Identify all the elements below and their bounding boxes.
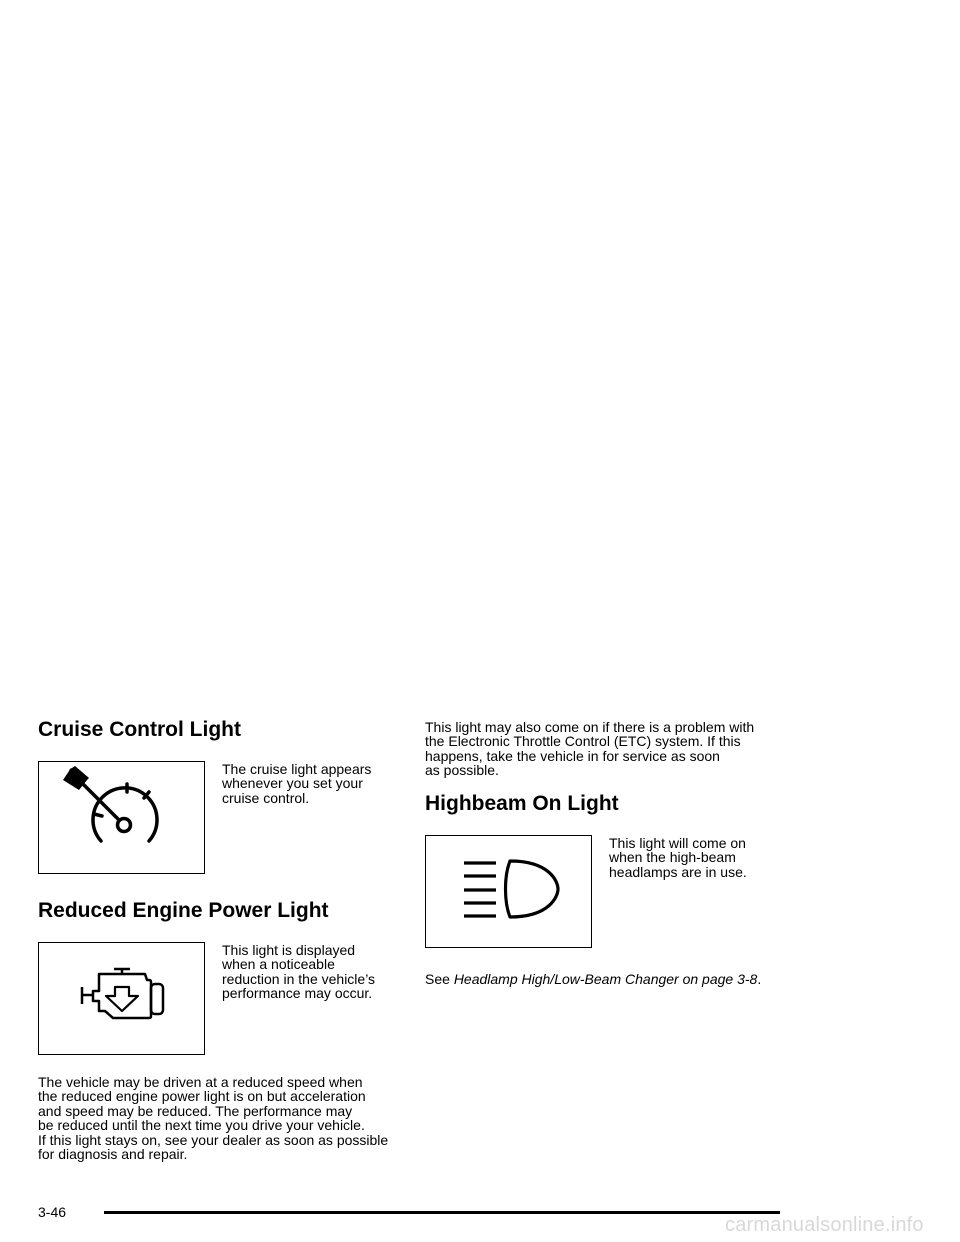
text-line: reduction in the vehicle’s: [222, 970, 376, 987]
text-line: happens, take the vehicle in for service as soon: [425, 747, 720, 764]
reduced-engine-power-icon: [39, 943, 206, 1056]
highbeam-icon: [426, 836, 593, 949]
cruise-control-heading: Cruise Control Light: [38, 718, 241, 741]
watermark: carmanualsonline.info: [725, 1214, 924, 1236]
cruise-control-description: [222, 762, 371, 805]
text-line: whenever you set your: [222, 775, 363, 792]
highbeam-see-reference: [425, 972, 761, 986]
text-line: as possible.: [425, 762, 499, 779]
etc-intro-paragraph: [425, 720, 754, 778]
highbeam-heading: Highbeam On Light: [425, 792, 619, 815]
cruise-control-icon-frame: [38, 761, 205, 874]
text-line: This light will come on: [609, 835, 746, 851]
reduced-engine-power-heading: Reduced Engine Power Light: [38, 899, 329, 922]
text-line: This light is displayed: [222, 942, 356, 958]
text-line: the reduced engine power light is on but acceleration: [38, 1088, 366, 1105]
footer-rule: [104, 1211, 780, 1214]
see-prefix: See: [425, 971, 454, 987]
reduced-engine-power-body: [38, 1075, 388, 1161]
text-line: cruise control.: [222, 789, 310, 806]
reduced-engine-power-description: [222, 943, 375, 1001]
cruise-control-icon: [39, 762, 206, 875]
text-line: the Electronic Throttle Control (ETC) system. If this: [425, 733, 741, 750]
text-line: and speed may be reduced. The performance may: [38, 1102, 353, 1119]
text-line: This light may also come on if there is a problem with: [425, 719, 755, 735]
text-line: for diagnosis and repair.: [38, 1146, 188, 1163]
highbeam-description: [609, 836, 747, 879]
page-number: 3-46: [38, 1204, 67, 1220]
text-line: be reduced until the next time you drive your vehicle.: [38, 1117, 365, 1134]
text-line: headlamps are in use.: [609, 863, 747, 880]
text-line: The vehicle may be driven at a reduced speed when: [38, 1074, 363, 1090]
text-line: If this light stays on, see your dealer as soon as possible: [38, 1131, 389, 1148]
reduced-engine-power-icon-frame: [38, 942, 205, 1055]
text-line: when the high-beam: [609, 849, 736, 866]
highbeam-icon-frame: [425, 835, 592, 948]
headlamp-changer-link[interactable]: Headlamp High/Low-Beam Changer on page 3-8: [453, 971, 758, 987]
text-line: The cruise light appears: [222, 761, 372, 777]
see-suffix: .: [757, 971, 762, 987]
text-line: performance may occur.: [222, 985, 373, 1002]
text-line: when a noticeable: [222, 956, 335, 973]
